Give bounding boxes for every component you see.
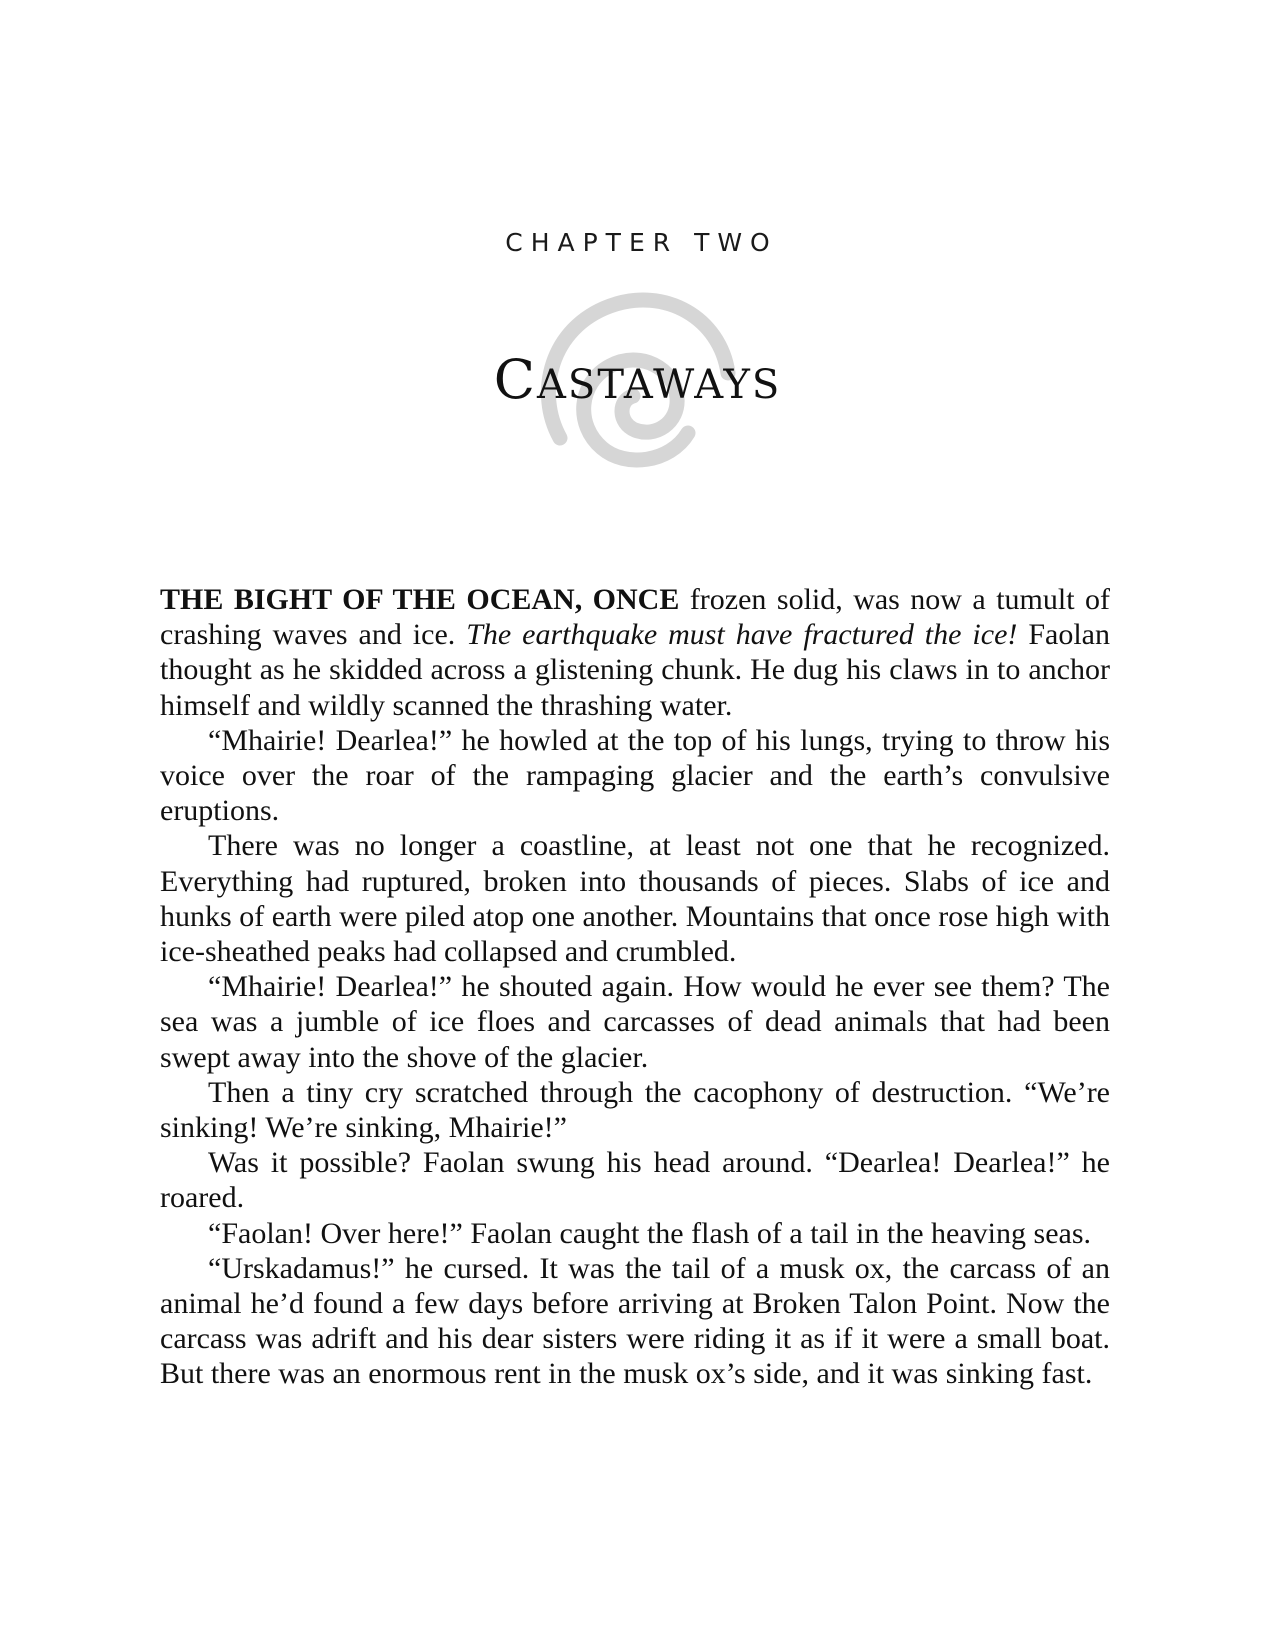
chapter-title-rest: ASTAWAYS xyxy=(537,362,782,408)
paragraph-1-italic-thought: The earthquake must have fractured the ice! xyxy=(466,618,1018,652)
chapter-number: CHAPTER TWO xyxy=(505,228,778,257)
paragraph-7: “Faolan! Over here!” Faolan caught the flash of a tail in the heaving seas. xyxy=(208,1216,1091,1250)
paragraph-3: There was no longer a coastline, at least not one that he recognized. Everything had ruptured, broken into thousands of pieces. Slabs of ice and hunks of earth were piled atop one another. Mountains that once rose high with ice-sheathed peaks had collapsed and crumbled. xyxy=(160,829,1110,969)
paragraph-4: “Mhairie! Dearlea!” he shouted again. How would he ever see them? The sea was a jumble of ice floes and carcasses of dead animals that had been swept away into the shove of the glacier. xyxy=(160,970,1110,1074)
paragraph-1 xyxy=(160,582,1110,723)
chapter-body xyxy=(160,582,1110,1392)
paragraph-6: Was it possible? Faolan swung his head around. “Dearlea! Dearlea!” he roared. xyxy=(160,1146,1110,1215)
paragraph-1-text-a: frozen solid, was now a tumult of crashing waves and ice. xyxy=(160,583,1110,652)
chapter-title-initial: C xyxy=(493,348,538,411)
chapter-title xyxy=(0,348,1275,411)
paragraph-5: Then a tiny cry scratched through the cacophony of destruction. “We’re sinking! We’re sinking, Mhairie!” xyxy=(160,1075,1110,1145)
paragraph-2: “Mhairie! Dearlea!” he howled at the top of his lungs, trying to throw his voice over the roar of the rampaging glacier and the earth’s convulsive eruptions. xyxy=(160,723,1110,828)
paragraph-8: “Urskadamus!” he cursed. It was the tail of a musk ox, the carcass of an animal he’d found a few days before arriving at Broken Talon Point. Now the carcass was adrift and his dear sisters were riding it as if it were a small boat. But there was an enormous rent in the musk ox’s side, and it was sinking fast. xyxy=(160,1251,1110,1391)
paragraph-1-text-b: Faolan thought as he skidded across a glistening chunk. He dug his claws in to anchor himself and wildly scanned the thrashing water. xyxy=(160,618,1110,722)
lead-in: THE BIGHT OF THE OCEAN, ONCE xyxy=(160,583,680,616)
